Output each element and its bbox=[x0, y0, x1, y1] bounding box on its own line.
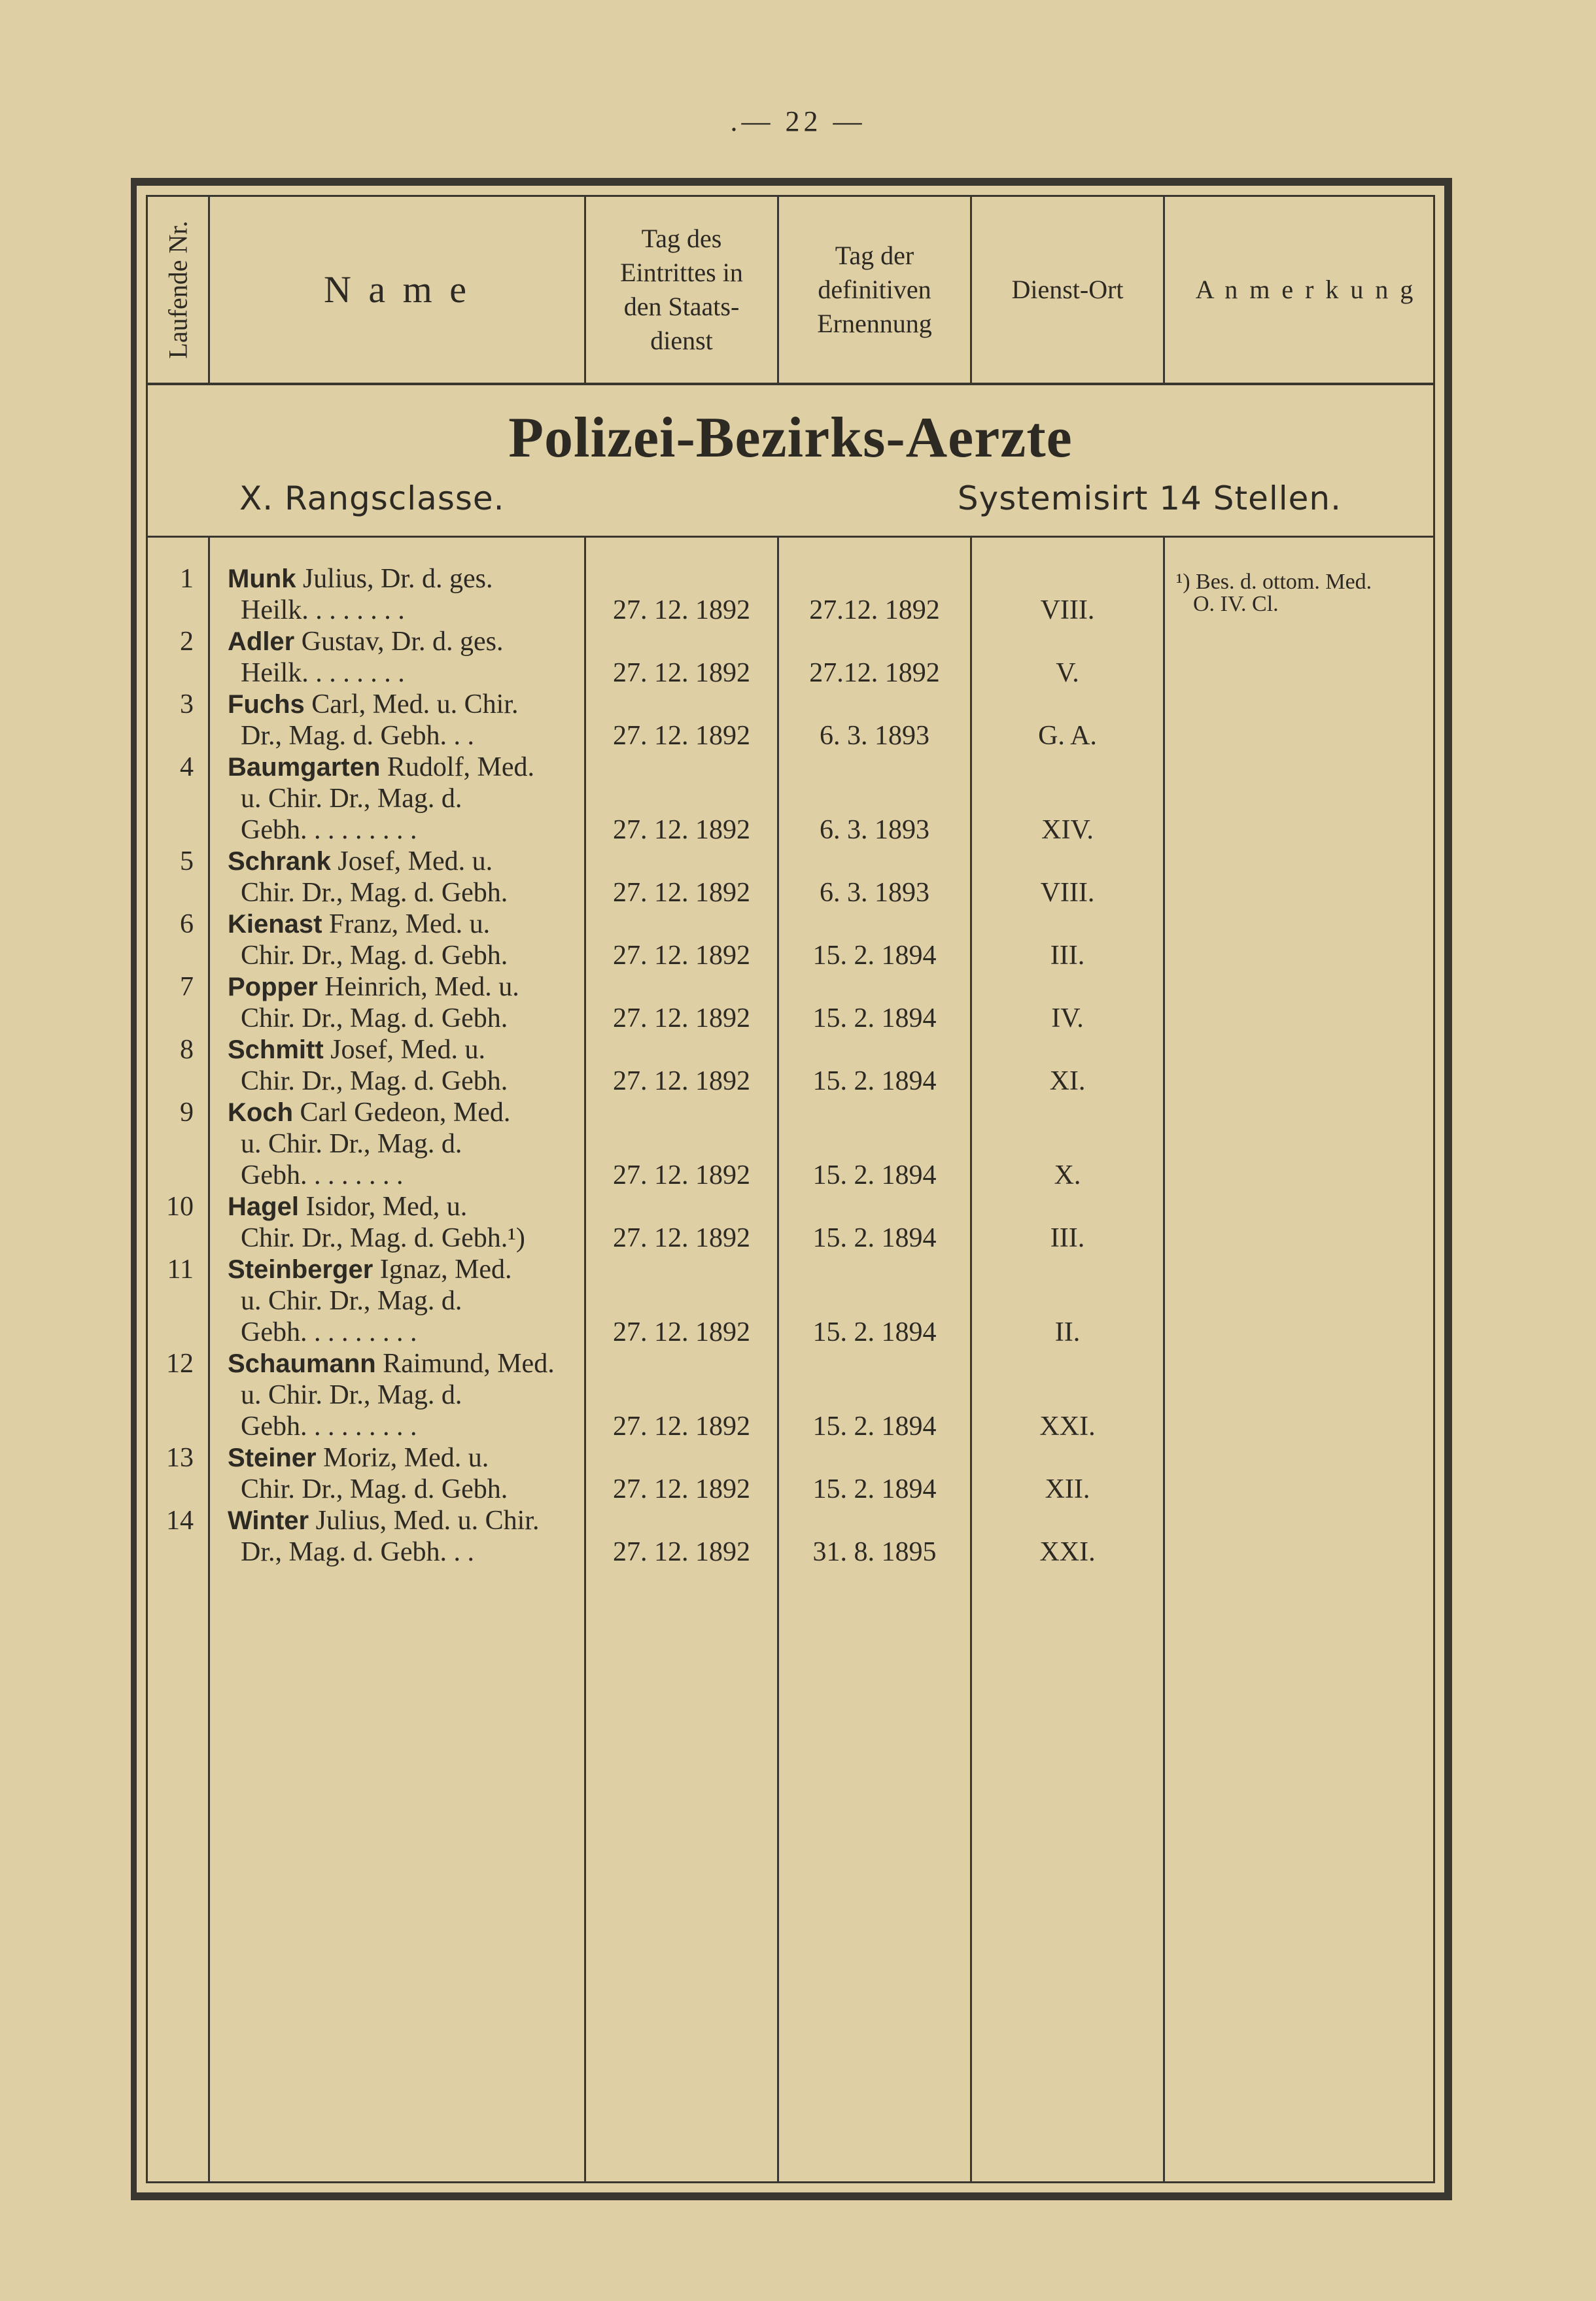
row-number: 10 bbox=[166, 1192, 194, 1222]
table-row bbox=[148, 1505, 1433, 1568]
name-continuation: Gebh. . . . . . . . . bbox=[241, 1317, 417, 1347]
service-place: XIV. bbox=[1041, 815, 1094, 845]
given-name-title: Heinrich, Med. u. bbox=[317, 972, 519, 1002]
name-continuation: u. Chir. Dr., Mag. d. bbox=[241, 1286, 462, 1316]
given-name-title: Carl, Med. u. Chir. bbox=[304, 689, 519, 719]
given-name-title: Josef, Med. u. bbox=[330, 846, 493, 876]
entry-date: 27. 12. 1892 bbox=[613, 1160, 750, 1190]
service-place: II. bbox=[1054, 1317, 1081, 1347]
table-row bbox=[148, 689, 1433, 752]
name-continuation: Chir. Dr., Mag. d. Gebh.¹) bbox=[241, 1223, 525, 1253]
table-row bbox=[148, 1097, 1433, 1191]
surname: Schrank bbox=[228, 847, 331, 876]
header-place: Dienst-Ort bbox=[1011, 275, 1124, 304]
entry-date: 27. 12. 1892 bbox=[613, 1223, 750, 1253]
service-place: IV. bbox=[1051, 1003, 1084, 1033]
service-place: VIII. bbox=[1040, 878, 1095, 908]
appointment-date: 6. 3. 1893 bbox=[820, 878, 929, 908]
service-place: XII. bbox=[1045, 1474, 1090, 1504]
given-name-title: Julius, Dr. d. ges. bbox=[296, 564, 493, 594]
entry-date: 27. 12. 1892 bbox=[613, 1411, 750, 1442]
row-number: 12 bbox=[166, 1349, 194, 1379]
name-continuation: Gebh. . . . . . . . bbox=[241, 1160, 404, 1190]
given-name-title: Isidor, Med, u. bbox=[298, 1192, 468, 1222]
header-name: N a m e bbox=[324, 268, 470, 311]
name-continuation: u. Chir. Dr., Mag. d. bbox=[241, 1380, 462, 1410]
name-continuation: Heilk. . . . . . . . bbox=[241, 658, 405, 688]
given-name-title: Ignaz, Med. bbox=[373, 1254, 512, 1285]
table-row bbox=[148, 563, 1433, 626]
remark-line-1: ¹) Bes. d. ottom. Med. bbox=[1176, 570, 1372, 594]
service-place: III. bbox=[1050, 941, 1085, 971]
given-name-title: Josef, Med. u. bbox=[323, 1035, 485, 1065]
name-continuation: Heilk. . . . . . . . bbox=[241, 595, 405, 625]
name-continuation: Gebh. . . . . . . . . bbox=[241, 815, 417, 845]
service-place: III. bbox=[1050, 1223, 1085, 1253]
surname: Popper bbox=[228, 973, 318, 1001]
section-title: Polizei-Bezirks-Aerzte bbox=[508, 406, 1073, 470]
row-number: 1 bbox=[180, 564, 194, 594]
entry-date: 27. 12. 1892 bbox=[613, 815, 750, 845]
row-number: 14 bbox=[166, 1506, 194, 1536]
appointment-date: 15. 2. 1894 bbox=[812, 1003, 937, 1033]
name-continuation: Dr., Mag. d. Gebh. . . bbox=[241, 721, 474, 751]
header-remark: A n m e r k u n g bbox=[1195, 275, 1416, 304]
table-row bbox=[148, 908, 1433, 971]
service-place: VIII. bbox=[1040, 595, 1095, 625]
section-heading bbox=[148, 385, 1433, 538]
row-number: 11 bbox=[167, 1254, 194, 1285]
name-continuation: Chir. Dr., Mag. d. Gebh. bbox=[241, 878, 508, 908]
given-name-title: Franz, Med. u. bbox=[322, 909, 491, 939]
service-place: V. bbox=[1056, 658, 1079, 688]
entry-date: 27. 12. 1892 bbox=[613, 1317, 750, 1347]
name-continuation: Chir. Dr., Mag. d. Gebh. bbox=[241, 1066, 508, 1096]
entry-date: 27. 12. 1892 bbox=[613, 595, 750, 625]
surname: Fuchs bbox=[228, 690, 305, 719]
entry-date: 27. 12. 1892 bbox=[613, 1474, 750, 1504]
table-row bbox=[148, 1442, 1433, 1505]
remark-line-2: O. IV. Cl. bbox=[1193, 592, 1279, 616]
row-number: 8 bbox=[180, 1035, 194, 1065]
row-number: 5 bbox=[180, 846, 194, 876]
entry-date: 27. 12. 1892 bbox=[613, 1003, 750, 1033]
appointment-date: 15. 2. 1894 bbox=[812, 941, 937, 971]
table-row bbox=[148, 1254, 1433, 1348]
appointment-date: 15. 2. 1894 bbox=[812, 1223, 937, 1253]
row-number: 9 bbox=[180, 1098, 194, 1128]
table-row bbox=[148, 1034, 1433, 1097]
page-number: .— 22 — bbox=[730, 105, 866, 137]
row-number: 3 bbox=[180, 689, 194, 719]
entry-date: 27. 12. 1892 bbox=[613, 658, 750, 688]
service-place: XXI. bbox=[1039, 1411, 1096, 1442]
service-place: X. bbox=[1054, 1160, 1081, 1190]
name-continuation: u. Chir. Dr., Mag. d. bbox=[241, 784, 462, 814]
appointment-date: 31. 8. 1895 bbox=[812, 1537, 937, 1567]
surname: Munk bbox=[228, 564, 296, 593]
name-continuation: Chir. Dr., Mag. d. Gebh. bbox=[241, 941, 508, 971]
rank-class: X. Rangsclasse. bbox=[239, 479, 505, 517]
surname: Steinberger bbox=[228, 1255, 373, 1284]
row-number: 4 bbox=[180, 752, 194, 782]
appointment-date: 15. 2. 1894 bbox=[812, 1066, 937, 1096]
given-name-title: Raimund, Med. bbox=[375, 1349, 555, 1379]
service-place: XI. bbox=[1049, 1066, 1086, 1096]
table-row bbox=[148, 971, 1433, 1034]
table bbox=[146, 195, 1435, 2183]
row-number: 6 bbox=[180, 909, 194, 939]
surname: Baumgarten bbox=[228, 753, 381, 782]
table-row bbox=[148, 626, 1433, 689]
appointment-date: 15. 2. 1894 bbox=[812, 1411, 937, 1442]
surname: Steiner bbox=[228, 1444, 317, 1472]
name-continuation: Gebh. . . . . . . . . bbox=[241, 1411, 417, 1442]
table-row bbox=[148, 1348, 1433, 1442]
header-serial-number: Laufende Nr. bbox=[163, 220, 193, 359]
surname: Winter bbox=[228, 1506, 309, 1535]
appointment-date: 6. 3. 1893 bbox=[820, 815, 929, 845]
entry-date: 27. 12. 1892 bbox=[613, 1066, 750, 1096]
given-name-title: Carl Gedeon, Med. bbox=[293, 1098, 511, 1128]
appointment-date: 27.12. 1892 bbox=[809, 595, 940, 625]
given-name-title: Gustav, Dr. d. ges. bbox=[294, 627, 504, 657]
entry-date: 27. 12. 1892 bbox=[613, 878, 750, 908]
surname: Koch bbox=[228, 1098, 293, 1127]
surname: Hagel bbox=[228, 1192, 299, 1221]
table-row bbox=[148, 752, 1433, 846]
header-appointment-date: Tag der definitiven Ernennung bbox=[817, 241, 932, 338]
table-header bbox=[148, 197, 1433, 385]
table-frame bbox=[131, 178, 1452, 2200]
appointment-date: 15. 2. 1894 bbox=[812, 1474, 937, 1504]
appointment-date: 15. 2. 1894 bbox=[812, 1160, 937, 1190]
given-name-title: Julius, Med. u. Chir. bbox=[309, 1506, 540, 1536]
table-row bbox=[148, 1191, 1433, 1254]
entry-date: 27. 12. 1892 bbox=[613, 721, 750, 751]
given-name-title: Rudolf, Med. bbox=[380, 752, 535, 782]
name-continuation: Chir. Dr., Mag. d. Gebh. bbox=[241, 1474, 508, 1504]
name-continuation: Dr., Mag. d. Gebh. . . bbox=[241, 1537, 474, 1567]
appointment-date: 6. 3. 1893 bbox=[820, 721, 929, 751]
service-place: XXI. bbox=[1039, 1537, 1096, 1567]
surname: Kienast bbox=[228, 910, 322, 939]
name-continuation: Chir. Dr., Mag. d. Gebh. bbox=[241, 1003, 508, 1033]
row-number: 2 bbox=[180, 627, 194, 657]
surname: Schmitt bbox=[228, 1035, 324, 1064]
appointment-date: 15. 2. 1894 bbox=[812, 1317, 937, 1347]
name-continuation: u. Chir. Dr., Mag. d. bbox=[241, 1129, 462, 1159]
entry-date: 27. 12. 1892 bbox=[613, 1537, 750, 1567]
positions-count: Systemisirt 14 Stellen. bbox=[957, 479, 1342, 517]
header-entry-date: Tag des Eintrittes in den Staats- dienst bbox=[620, 224, 743, 355]
row-number: 7 bbox=[180, 972, 194, 1002]
surname: Adler bbox=[228, 627, 295, 656]
table-row bbox=[148, 846, 1433, 908]
surname: Schaumann bbox=[228, 1349, 376, 1378]
entry-date: 27. 12. 1892 bbox=[613, 941, 750, 971]
row-number: 13 bbox=[166, 1443, 194, 1473]
service-place: G. A. bbox=[1038, 721, 1097, 751]
appointment-date: 27.12. 1892 bbox=[809, 658, 940, 688]
given-name-title: Moriz, Med. u. bbox=[316, 1443, 489, 1473]
